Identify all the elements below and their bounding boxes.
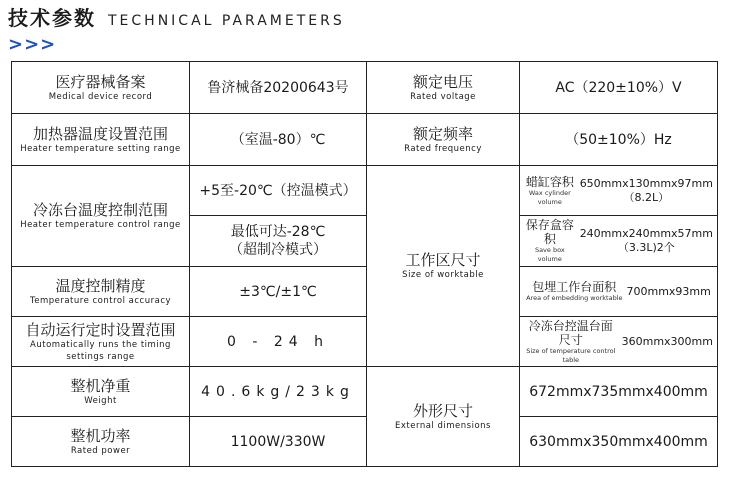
label-cell <box>12 317 190 367</box>
label-cell <box>12 166 190 267</box>
section-header <box>8 2 345 28</box>
value-cell <box>520 417 718 467</box>
item-en: Save box volume <box>534 246 565 263</box>
table-row <box>12 267 718 317</box>
item-cn: 冷冻台控温台面尺寸 <box>528 318 613 347</box>
label-en: Size of worktable <box>402 270 484 280</box>
label-en: Rated power <box>70 445 131 456</box>
value-cell <box>190 267 367 317</box>
table-row <box>12 62 718 114</box>
label-cell <box>12 367 190 417</box>
label-cn: 整机功率 <box>70 426 131 445</box>
item-value: （3.3L)2个 <box>617 241 675 254</box>
value-cell <box>190 417 367 467</box>
value: （室温-80）℃ <box>230 131 326 148</box>
title-cn: 技术参数 <box>8 6 96 30</box>
value: （50±10%）Hz <box>565 131 672 148</box>
label-cn: 温度控制精度 <box>55 276 146 295</box>
label-cn: 工作区尺寸 <box>405 251 481 269</box>
value-cell <box>190 216 367 267</box>
item-value: 700mmx93mm <box>626 284 711 298</box>
value-cell <box>190 114 367 166</box>
value: 40.6kg/23kg <box>201 383 355 400</box>
item-cn: 蜡缸容积 <box>525 174 574 189</box>
value-cell <box>190 317 367 367</box>
item-value: 240mmx240mmx57mm <box>579 227 713 240</box>
label-cn: 冷冻台温度控制范围 <box>32 201 168 219</box>
value: AC（220±10%）V <box>555 79 682 96</box>
label-en: Temperature control accuracy <box>29 295 172 306</box>
label-cn: 额定电压 <box>412 72 473 91</box>
item-en: Size of temperature control table <box>526 346 616 364</box>
label-cell <box>12 267 190 317</box>
value: 最低可达-28℃ <box>230 224 326 240</box>
value: +5至-20℃（控温模式） <box>199 182 357 199</box>
label-cn: 整机净重 <box>70 376 131 395</box>
value: 630mmx350mmx400mm <box>529 433 708 450</box>
label-en: Rated voltage <box>410 91 476 102</box>
item-en: Area of embedding worktable <box>526 294 623 302</box>
label-cn: 医疗器械备案 <box>55 72 146 91</box>
item-en: Wax cylinder volume <box>528 188 571 206</box>
label-cn: 加热器温度设置范围 <box>32 124 168 143</box>
label-en: Weight <box>84 395 117 406</box>
value: （超制冷模式） <box>229 242 327 258</box>
value: ±3℃/±1℃ <box>239 283 317 300</box>
value: 1100W/330W <box>230 433 326 450</box>
label-cell <box>367 62 520 114</box>
label-cn: 额定频率 <box>412 124 473 143</box>
label-en: Heater temperature setting range <box>20 143 181 154</box>
label-en: Medical device record <box>48 91 153 102</box>
worktable-label-cell <box>367 166 520 367</box>
item-value: 360mmx300mm <box>621 334 713 348</box>
label-cell <box>367 114 520 166</box>
value: 672mmx735mmx400mm <box>529 383 708 400</box>
item-value: 650mmx130mmx97mm <box>579 176 713 190</box>
label-en: settings range <box>66 351 135 362</box>
value-cell <box>520 62 718 114</box>
label-cell <box>12 417 190 467</box>
label-cell <box>12 62 190 114</box>
value-cell <box>190 166 367 216</box>
label-en: External dimensions <box>395 420 491 431</box>
worktable-item <box>520 166 718 216</box>
label-en: Heater temperature control range <box>20 220 181 230</box>
value: 鲁济械备20200643号 <box>207 79 349 96</box>
table-row <box>12 166 718 216</box>
worktable-item <box>520 317 718 367</box>
label-cn: 自动运行定时设置范围 <box>25 320 176 339</box>
value-cell <box>520 367 718 417</box>
value-cell <box>190 62 367 114</box>
arrows-icon: >>> <box>8 34 57 55</box>
label-en: Rated frequency <box>404 143 482 154</box>
spec-table <box>11 61 718 467</box>
table-row <box>12 367 718 417</box>
worktable-item <box>520 216 718 267</box>
value: 0 - 24 h <box>227 333 329 350</box>
title-en: TECHNICAL PARAMETERS <box>108 13 345 29</box>
label-en: Automatically runs the timing <box>30 339 171 350</box>
item-cn: 保存盒容积 <box>525 218 574 246</box>
value-cell <box>520 114 718 166</box>
table-row <box>12 114 718 166</box>
label-cell <box>12 114 190 166</box>
table-row <box>12 417 718 467</box>
table-row <box>12 317 718 367</box>
label-cn: 外形尺寸 <box>412 401 473 420</box>
value-cell <box>190 367 367 417</box>
item-cn: 包埋工作台面积 <box>532 280 617 294</box>
external-label-cell <box>367 367 520 467</box>
item-value: （8.2L） <box>623 190 670 204</box>
worktable-item <box>520 267 718 317</box>
